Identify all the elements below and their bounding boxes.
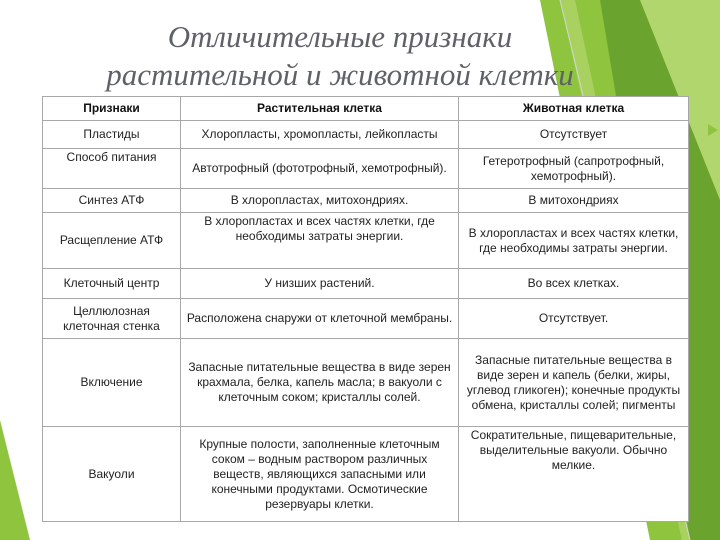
comparison-table bbox=[42, 96, 689, 522]
row-feature: Клеточный центр bbox=[43, 269, 181, 299]
table-row bbox=[43, 269, 689, 299]
row-plant-value: Хлоропласты, хромопласты, лейкопласты bbox=[181, 121, 459, 149]
table-row bbox=[43, 189, 689, 213]
row-plant-value: Расположена снаружи от клеточной мембраны. bbox=[181, 299, 459, 339]
table-row bbox=[43, 213, 689, 269]
row-animal-value: Отсутствует bbox=[459, 121, 689, 149]
row-feature: Синтез АТФ bbox=[43, 189, 181, 213]
title-line-2: растительной и животной клетки bbox=[106, 57, 574, 92]
row-plant-value: Запасные питательные вещества в виде зерен крахмала, белка, капель масла; в вакуоли с клеточным соком; кристаллы солей. bbox=[181, 339, 459, 427]
row-plant-value: Крупные полости, заполненные клеточным соком – водным раствором различных веществ, являющихся запасными или конечными продуктами. Осмотические резервуары клетки. bbox=[181, 427, 459, 522]
row-plant-value: В хлоропластах, митохондриях. bbox=[181, 189, 459, 213]
slide-title bbox=[40, 18, 640, 94]
row-animal-value: Отсутствует. bbox=[459, 299, 689, 339]
row-plant-value: Автотрофный (фототрофный, хемотрофный). bbox=[181, 149, 459, 189]
table-row bbox=[43, 149, 689, 189]
title-line-1: Отличительные признаки bbox=[167, 19, 513, 54]
header-animal-cell: Животная клетка bbox=[459, 97, 689, 121]
row-animal-value: Сократительные, пищеварительные, выделительные вакуоли. Обычно мелкие. bbox=[459, 427, 689, 522]
green-corner-bottom bbox=[0, 420, 30, 540]
table-row bbox=[43, 339, 689, 427]
table-row bbox=[43, 427, 689, 522]
table-header-row bbox=[43, 97, 689, 121]
row-animal-value: Запасные питательные вещества в виде зерен и капель (белки, жиры, углевод гликоген); конечные продукты обмена, кристаллы солей; пигменты bbox=[459, 339, 689, 427]
row-feature: Способ питания bbox=[43, 149, 181, 189]
row-animal-value: Гетеротрофный (сапротрофный, хемотрофный). bbox=[459, 149, 689, 189]
row-feature: Расщепление АТФ bbox=[43, 213, 181, 269]
row-feature: Пластиды bbox=[43, 121, 181, 149]
row-plant-value: В хлоропластах и всех частях клетки, где необходимы затраты энергии. bbox=[181, 213, 459, 269]
row-animal-value: Во всех клетках. bbox=[459, 269, 689, 299]
header-plant-cell: Растительная клетка bbox=[181, 97, 459, 121]
row-feature: Вакуоли bbox=[43, 427, 181, 522]
comparison-table-container bbox=[42, 96, 688, 522]
table-row bbox=[43, 299, 689, 339]
row-animal-value: В хлоропластах и всех частях клетки, где необходимы затраты энергии. bbox=[459, 213, 689, 269]
table-row bbox=[43, 121, 689, 149]
row-animal-value: В митохондриях bbox=[459, 189, 689, 213]
row-feature: Включение bbox=[43, 339, 181, 427]
row-feature: Целлюлозная клеточная стенка bbox=[43, 299, 181, 339]
row-plant-value: У низших растений. bbox=[181, 269, 459, 299]
header-features: Признаки bbox=[43, 97, 181, 121]
